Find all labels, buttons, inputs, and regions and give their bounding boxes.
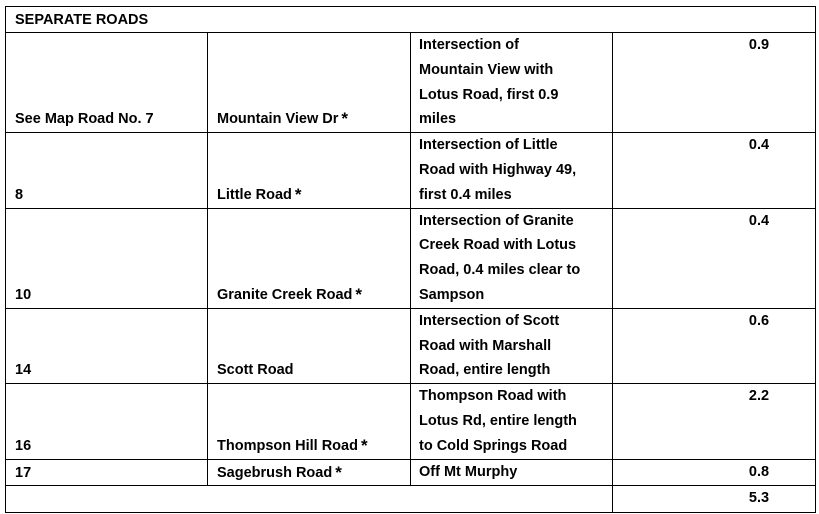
road-name-cell [208,133,411,208]
description-line: Lotus Road, first 0.9 [419,86,559,103]
description-line: Intersection of [419,37,519,53]
separate-roads-table [5,6,816,513]
miles-cell: 0.4 [613,133,816,208]
table-row [6,459,816,486]
description-line: Road, entire length [419,362,551,379]
total-row [6,486,816,513]
description-cell [411,384,613,459]
road-name-cell [208,308,411,383]
description-line: Road with Highway 49, [419,161,577,178]
table-row [6,133,816,208]
description-cell [411,308,613,383]
miles-cell: 0.4 [613,208,816,308]
description-line: Intersection of Little [419,137,558,154]
table-title-row [6,7,816,33]
description-line: first 0.4 miles [419,186,512,203]
total-miles-cell: 5.3 [613,486,816,513]
description-line: Sampson [419,286,485,303]
description-line: Off Mt Murphy [419,463,518,480]
table-row [6,33,816,133]
map-number-cell: 16 [6,384,208,459]
map-number-cell: 8 [6,133,208,208]
table-row [6,384,816,459]
description-line: Intersection of Scott [419,312,560,329]
road-name: Mountain View Dr [217,111,339,128]
road-name: Sagebrush Road [217,464,333,481]
description-line: Mountain View with [419,61,554,78]
asterisk-mark: * [355,284,363,304]
map-number-cell: See Map Road No. 7 [6,33,208,133]
miles-cell: 0.6 [613,308,816,383]
road-name: Thompson Hill Road [217,437,358,454]
description-line: Creek Road with Lotus [419,237,577,254]
asterisk-mark: * [341,109,349,129]
road-name-cell [208,33,411,133]
description-cell [411,459,613,486]
description-line: Thompson Road with [419,388,567,405]
road-name-cell [208,459,411,486]
asterisk-mark: * [335,462,342,482]
table-row [6,308,816,383]
description-line: miles [419,111,457,128]
road-name: Little Road [217,186,292,203]
description-cell [411,133,613,208]
miles-cell: 0.8 [613,459,816,486]
table-row [6,208,816,308]
description-line: Intersection of Granite [419,212,574,229]
road-name-cell [208,208,411,308]
road-name: Granite Creek Road [217,286,353,303]
map-number-cell: 10 [6,208,208,308]
description-line: Road, 0.4 miles clear to [419,262,581,279]
description-cell [411,208,613,308]
description-line: to Cold Springs Road [419,437,568,454]
description-line: Road with Marshall [419,337,552,354]
map-number-cell: 14 [6,308,208,383]
miles-cell: 0.9 [613,33,816,133]
total-blank-cell [6,486,613,513]
miles-cell: 2.2 [613,384,816,459]
description-cell [411,33,613,133]
road-name-cell [208,384,411,459]
asterisk-mark: * [360,435,368,455]
description-line: Lotus Rd, entire length [419,412,577,429]
road-name: Scott Road [217,362,294,379]
map-number-cell: 17 [6,459,208,486]
asterisk-mark: * [294,184,302,204]
table-title: SEPARATE ROADS [6,7,816,33]
